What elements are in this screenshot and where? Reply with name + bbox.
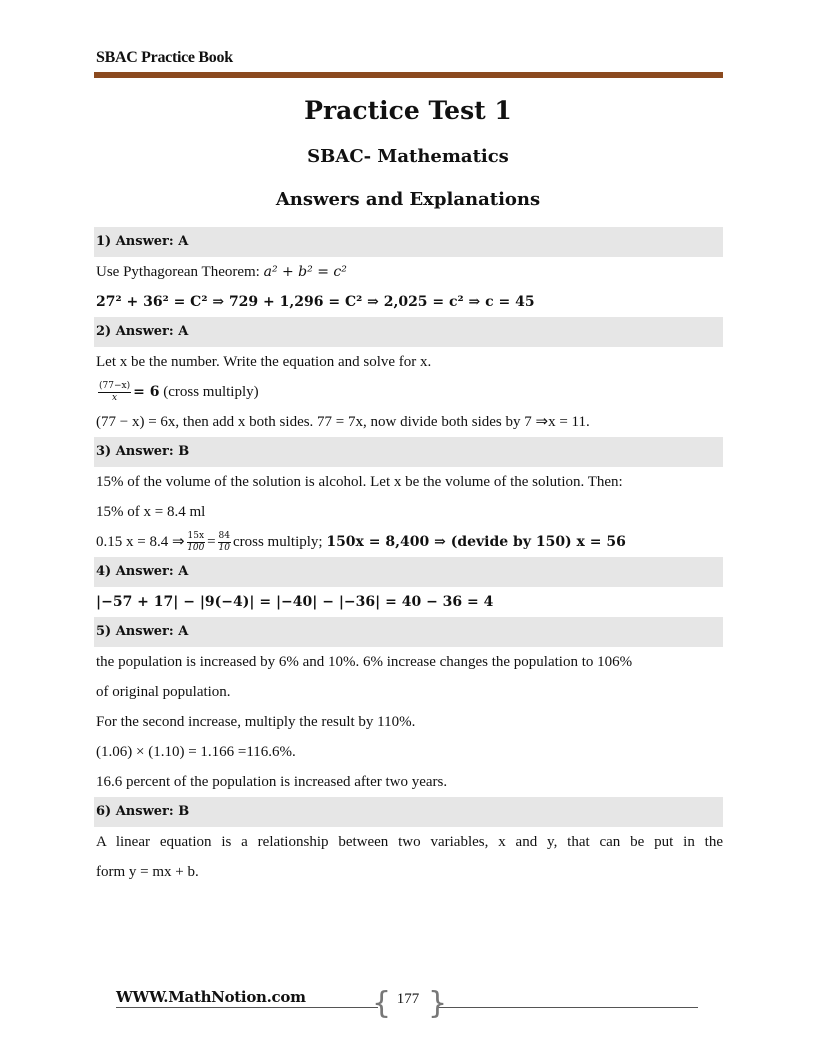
footer-website: WWW.MathNotion.com	[116, 988, 306, 1006]
answer-header-2: 2) Answer: A	[94, 317, 723, 347]
explanation-line: A linear equation is a relationship between two variables, x and y, that can be put in the	[96, 834, 723, 850]
answer-header-6: 6) Answer: B	[94, 797, 723, 827]
explanation-line: (77 − x) = 6x, then add x both sides. 77 = 7x, now divide both sides by 7 ⇒x = 11.	[96, 414, 590, 430]
footer-rule	[438, 1007, 698, 1008]
explanation-line: of original population.	[96, 684, 231, 700]
explanation-line	[94, 527, 723, 557]
answers-content	[94, 227, 723, 887]
header-title: SBAC Practice Book	[96, 49, 233, 66]
equals-sign: =	[207, 534, 216, 550]
explanation-text: 0.15 x = 8.4 ⇒	[96, 534, 185, 550]
fraction-numerator: 15x	[187, 531, 205, 542]
left-brace-icon: {	[372, 986, 392, 1021]
explanation-line: 27² + 36² = C² ⇒ 729 + 1,296 = C² ⇒ 2,025 = c² ⇒ c = 45	[96, 294, 535, 310]
right-brace-icon: }	[428, 986, 448, 1021]
fraction	[98, 381, 131, 404]
explanation-text: cross multiply;	[232, 534, 327, 550]
answer-header-1: 1) Answer: A	[94, 227, 723, 257]
explanation-line: 16.6 percent of the population is increased after two years.	[96, 774, 448, 790]
explanation-line: For the second increase, multiply the result by 110%.	[96, 714, 416, 730]
explanation-line: (1.06) × (1.10) = 1.166 =116.6%.	[96, 744, 296, 760]
fraction-numerator: (77−x)	[99, 381, 131, 392]
math-expression: = 6	[133, 384, 160, 400]
explanation-line: |−57 + 17| − |9(−4)| = |−40| − |−36| = 40 − 36 = 4	[96, 594, 494, 610]
explanation-line	[94, 377, 723, 407]
answer-header-5: 5) Answer: A	[94, 617, 723, 647]
fraction-denominator: 10	[218, 543, 230, 554]
fraction-denominator: x	[112, 393, 118, 404]
subtitle: SBAC- Mathematics	[307, 146, 509, 167]
fraction	[218, 531, 231, 554]
explanation-text: (cross multiply)	[159, 384, 259, 400]
footer-rule	[116, 1007, 378, 1008]
answer-header-3: 3) Answer: B	[94, 437, 723, 467]
explanation-line: Let x be the number. Write the equation and solve for x.	[96, 354, 432, 370]
explanation-line: 15% of the volume of the solution is alcohol. Let x be the volume of the solution. Then:	[96, 474, 623, 490]
page-number: 177	[396, 991, 420, 1007]
explanation-line	[94, 257, 723, 287]
header-rule	[94, 72, 723, 78]
section-title: Answers and Explanations	[275, 189, 541, 210]
fraction-denominator: 100	[187, 543, 205, 554]
fraction	[187, 531, 206, 554]
explanation-line: form y = mx + b.	[96, 864, 199, 880]
math-expression: 150x = 8,400 ⇒ (devide by 150) x = 56	[326, 534, 626, 550]
explanation-text: Use Pythagorean Theorem:	[96, 264, 264, 280]
explanation-line: 15% of x = 8.4 ml	[96, 504, 206, 520]
explanation-line: the population is increased by 6% and 10%. 6% increase changes the population to 106%	[96, 654, 633, 670]
fraction-numerator: 84	[218, 531, 230, 542]
math-expression: a² + b² = c²	[263, 264, 347, 280]
answer-header-4: 4) Answer: A	[94, 557, 723, 587]
page-title: Practice Test 1	[304, 96, 512, 125]
